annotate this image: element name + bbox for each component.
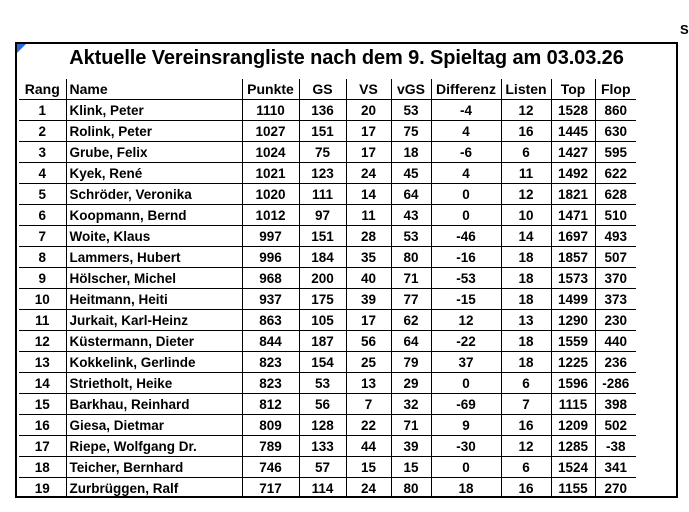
cell-gs: 105	[299, 310, 346, 331]
cell-flop: -286	[595, 373, 636, 394]
cell-listen: 18	[501, 289, 551, 310]
cell-rang: 3	[19, 142, 66, 163]
cell-vs: 13	[346, 373, 391, 394]
cell-differenz: -69	[431, 394, 501, 415]
cell-listen: 18	[501, 247, 551, 268]
cell-listen: 18	[501, 352, 551, 373]
cell-gs: 187	[299, 331, 346, 352]
cell-differenz: -4	[431, 100, 501, 121]
cell-name: Koopmann, Bernd	[66, 205, 242, 226]
cell-gs: 114	[299, 478, 346, 499]
cell-vs: 24	[346, 478, 391, 499]
cell-vgs: 80	[391, 478, 431, 499]
cell-rang: 4	[19, 163, 66, 184]
table-row	[19, 205, 636, 226]
cell-differenz: 18	[431, 478, 501, 499]
cell-rang: 9	[19, 268, 66, 289]
cell-vs: 7	[346, 394, 391, 415]
table-row	[19, 373, 636, 394]
cell-listen: 11	[501, 163, 551, 184]
cell-flop: 628	[595, 184, 636, 205]
table-row	[19, 247, 636, 268]
cell-name: Grube, Felix	[66, 142, 242, 163]
cell-rang: 11	[19, 310, 66, 331]
cell-differenz: -16	[431, 247, 501, 268]
cell-name: Barkhau, Reinhard	[66, 394, 242, 415]
cell-vs: 56	[346, 331, 391, 352]
cell-listen: 12	[501, 436, 551, 457]
cell-top: 1225	[551, 352, 595, 373]
cell-vgs: 53	[391, 100, 431, 121]
cell-listen: 16	[501, 478, 551, 499]
cell-differenz: -15	[431, 289, 501, 310]
cell-top: 1528	[551, 100, 595, 121]
cell-flop: 230	[595, 310, 636, 331]
cell-name: Klink, Peter	[66, 100, 242, 121]
cell-punkte: 809	[242, 415, 299, 436]
cell-top: 1209	[551, 415, 595, 436]
cell-top: 1427	[551, 142, 595, 163]
cell-punkte: 1024	[242, 142, 299, 163]
cell-listen: 12	[501, 184, 551, 205]
page-title: Aktuelle Vereinsrangliste nach dem 9. Spieltag am 03.03.26	[69, 47, 624, 69]
cell-vgs: 53	[391, 226, 431, 247]
cell-differenz: -30	[431, 436, 501, 457]
cell-gs: 151	[299, 121, 346, 142]
cell-top: 1524	[551, 457, 595, 478]
cell-punkte: 717	[242, 478, 299, 499]
cell-punkte: 1110	[242, 100, 299, 121]
cell-gs: 136	[299, 100, 346, 121]
cell-name: Rolink, Peter	[66, 121, 242, 142]
cell-gs: 75	[299, 142, 346, 163]
column-header-vgs: vGS	[391, 79, 431, 100]
cell-rang: 19	[19, 478, 66, 499]
cell-rang: 6	[19, 205, 66, 226]
cell-gs: 53	[299, 373, 346, 394]
cell-vs: 11	[346, 205, 391, 226]
cell-top: 1155	[551, 478, 595, 499]
cell-differenz: 12	[431, 310, 501, 331]
cell-top: 1697	[551, 226, 595, 247]
cell-rang: 12	[19, 331, 66, 352]
cell-name: Zurbrüggen, Ralf	[66, 478, 242, 499]
table-row	[19, 226, 636, 247]
cell-flop: 860	[595, 100, 636, 121]
ranking-table	[19, 79, 636, 498]
cell-vs: 28	[346, 226, 391, 247]
cell-vgs: 32	[391, 394, 431, 415]
cell-differenz: 0	[431, 373, 501, 394]
column-header-vs: VS	[346, 79, 391, 100]
cell-top: 1445	[551, 121, 595, 142]
column-header-name: Name	[66, 79, 242, 100]
cell-top: 1492	[551, 163, 595, 184]
table-row	[19, 352, 636, 373]
cell-rang: 15	[19, 394, 66, 415]
cell-listen: 18	[501, 331, 551, 352]
cell-flop: 493	[595, 226, 636, 247]
table-row	[19, 268, 636, 289]
cell-rang: 5	[19, 184, 66, 205]
cell-name: Küstermann, Dieter	[66, 331, 242, 352]
cell-differenz: -53	[431, 268, 501, 289]
cell-flop: 502	[595, 415, 636, 436]
table-row	[19, 100, 636, 121]
cell-top: 1596	[551, 373, 595, 394]
table-row	[19, 478, 636, 499]
table-row	[19, 415, 636, 436]
cell-vgs: 71	[391, 268, 431, 289]
cell-vs: 14	[346, 184, 391, 205]
cell-name: Strietholt, Heike	[66, 373, 242, 394]
cell-differenz: 0	[431, 184, 501, 205]
cell-listen: 6	[501, 373, 551, 394]
cell-listen: 7	[501, 394, 551, 415]
cell-vgs: 15	[391, 457, 431, 478]
cell-top: 1115	[551, 394, 595, 415]
cell-vs: 17	[346, 310, 391, 331]
cell-punkte: 997	[242, 226, 299, 247]
cell-rang: 7	[19, 226, 66, 247]
column-header-listen: Listen	[501, 79, 551, 100]
table-header	[19, 79, 636, 100]
cell-punkte: 1012	[242, 205, 299, 226]
cell-vgs: 75	[391, 121, 431, 142]
cell-rang: 18	[19, 457, 66, 478]
cell-gs: 151	[299, 226, 346, 247]
cell-vgs: 18	[391, 142, 431, 163]
cell-punkte: 1020	[242, 184, 299, 205]
cell-gs: 56	[299, 394, 346, 415]
cell-vgs: 77	[391, 289, 431, 310]
table-row	[19, 457, 636, 478]
cell-punkte: 937	[242, 289, 299, 310]
cell-flop: 622	[595, 163, 636, 184]
table-row	[19, 331, 636, 352]
cell-vs: 39	[346, 289, 391, 310]
table-row	[19, 289, 636, 310]
cell-top: 1499	[551, 289, 595, 310]
cell-differenz: 4	[431, 121, 501, 142]
cell-listen: 6	[501, 142, 551, 163]
cell-punkte: 789	[242, 436, 299, 457]
cell-vgs: 39	[391, 436, 431, 457]
column-header-gs: GS	[299, 79, 346, 100]
cell-vs: 24	[346, 163, 391, 184]
cell-punkte: 968	[242, 268, 299, 289]
table-row	[19, 163, 636, 184]
cell-gs: 128	[299, 415, 346, 436]
cell-vs: 35	[346, 247, 391, 268]
cell-flop: 341	[595, 457, 636, 478]
cell-flop: 236	[595, 352, 636, 373]
cell-name: Schröder, Veronika	[66, 184, 242, 205]
cell-gs: 200	[299, 268, 346, 289]
column-header-punkte: Punkte	[242, 79, 299, 100]
cell-listen: 6	[501, 457, 551, 478]
cell-top: 1821	[551, 184, 595, 205]
cell-vgs: 43	[391, 205, 431, 226]
cell-flop: 507	[595, 247, 636, 268]
cell-vgs: 64	[391, 331, 431, 352]
cell-gs: 97	[299, 205, 346, 226]
cell-vs: 25	[346, 352, 391, 373]
cell-punkte: 863	[242, 310, 299, 331]
table-row	[19, 310, 636, 331]
cell-gs: 154	[299, 352, 346, 373]
cell-differenz: -46	[431, 226, 501, 247]
cell-listen: 13	[501, 310, 551, 331]
cell-punkte: 812	[242, 394, 299, 415]
cell-flop: 510	[595, 205, 636, 226]
cell-name: Giesa, Dietmar	[66, 415, 242, 436]
cell-punkte: 823	[242, 352, 299, 373]
cell-differenz: 0	[431, 457, 501, 478]
cell-vgs: 80	[391, 247, 431, 268]
cell-differenz: 4	[431, 163, 501, 184]
cell-gs: 175	[299, 289, 346, 310]
cell-top: 1559	[551, 331, 595, 352]
corner-letter: S	[680, 22, 689, 37]
cell-vgs: 29	[391, 373, 431, 394]
cell-name: Riepe, Wolfgang Dr.	[66, 436, 242, 457]
table-body	[19, 100, 636, 499]
cell-vgs: 79	[391, 352, 431, 373]
cell-name: Teicher, Bernhard	[66, 457, 242, 478]
cell-name: Kokkelink, Gerlinde	[66, 352, 242, 373]
cell-rang: 1	[19, 100, 66, 121]
cell-name: Hölscher, Michel	[66, 268, 242, 289]
cell-vgs: 45	[391, 163, 431, 184]
cell-vs: 22	[346, 415, 391, 436]
cell-flop: 373	[595, 289, 636, 310]
cell-vs: 17	[346, 142, 391, 163]
cell-name: Lammers, Hubert	[66, 247, 242, 268]
cell-rang: 8	[19, 247, 66, 268]
table-row	[19, 436, 636, 457]
cell-differenz: -6	[431, 142, 501, 163]
cell-gs: 123	[299, 163, 346, 184]
table-row	[19, 394, 636, 415]
cell-rang: 2	[19, 121, 66, 142]
cell-rang: 16	[19, 415, 66, 436]
table-row	[19, 184, 636, 205]
column-header-flop: Flop	[595, 79, 636, 100]
cell-gs: 184	[299, 247, 346, 268]
cell-gs: 133	[299, 436, 346, 457]
table-row	[19, 121, 636, 142]
cell-differenz: -22	[431, 331, 501, 352]
cell-vgs: 71	[391, 415, 431, 436]
cell-rang: 17	[19, 436, 66, 457]
cell-flop: -38	[595, 436, 636, 457]
cell-top: 1573	[551, 268, 595, 289]
cell-rang: 10	[19, 289, 66, 310]
cell-listen: 14	[501, 226, 551, 247]
cell-punkte: 996	[242, 247, 299, 268]
cell-vs: 20	[346, 100, 391, 121]
cell-differenz: 37	[431, 352, 501, 373]
cell-listen: 18	[501, 268, 551, 289]
cell-flop: 595	[595, 142, 636, 163]
cell-top: 1290	[551, 310, 595, 331]
cell-name: Woite, Klaus	[66, 226, 242, 247]
cell-flop: 630	[595, 121, 636, 142]
cell-top: 1857	[551, 247, 595, 268]
cell-flop: 398	[595, 394, 636, 415]
cell-name: Heitmann, Heiti	[66, 289, 242, 310]
cell-top: 1285	[551, 436, 595, 457]
cell-top: 1471	[551, 205, 595, 226]
cell-name: Kyek, René	[66, 163, 242, 184]
cell-differenz: 9	[431, 415, 501, 436]
cell-gs: 57	[299, 457, 346, 478]
cell-vs: 15	[346, 457, 391, 478]
cell-vs: 17	[346, 121, 391, 142]
cell-rang: 13	[19, 352, 66, 373]
cell-name: Jurkait, Karl-Heinz	[66, 310, 242, 331]
cell-punkte: 844	[242, 331, 299, 352]
cell-flop: 440	[595, 331, 636, 352]
header-row	[19, 79, 636, 100]
cell-listen: 10	[501, 205, 551, 226]
cell-punkte: 1027	[242, 121, 299, 142]
cell-listen: 16	[501, 121, 551, 142]
ranking-sheet	[15, 42, 678, 498]
cell-gs: 111	[299, 184, 346, 205]
cell-rang: 14	[19, 373, 66, 394]
cell-listen: 16	[501, 415, 551, 436]
column-header-top: Top	[551, 79, 595, 100]
cell-vgs: 64	[391, 184, 431, 205]
cell-punkte: 1021	[242, 163, 299, 184]
cell-vs: 40	[346, 268, 391, 289]
cell-punkte: 823	[242, 373, 299, 394]
cell-vs: 44	[346, 436, 391, 457]
cell-differenz: 0	[431, 205, 501, 226]
cell-vgs: 62	[391, 310, 431, 331]
table-row	[19, 142, 636, 163]
cell-listen: 12	[501, 100, 551, 121]
cell-flop: 270	[595, 478, 636, 499]
column-header-differenz: Differenz	[431, 79, 501, 100]
cell-punkte: 746	[242, 457, 299, 478]
cell-flop: 370	[595, 268, 636, 289]
column-header-rang: Rang	[19, 79, 66, 100]
